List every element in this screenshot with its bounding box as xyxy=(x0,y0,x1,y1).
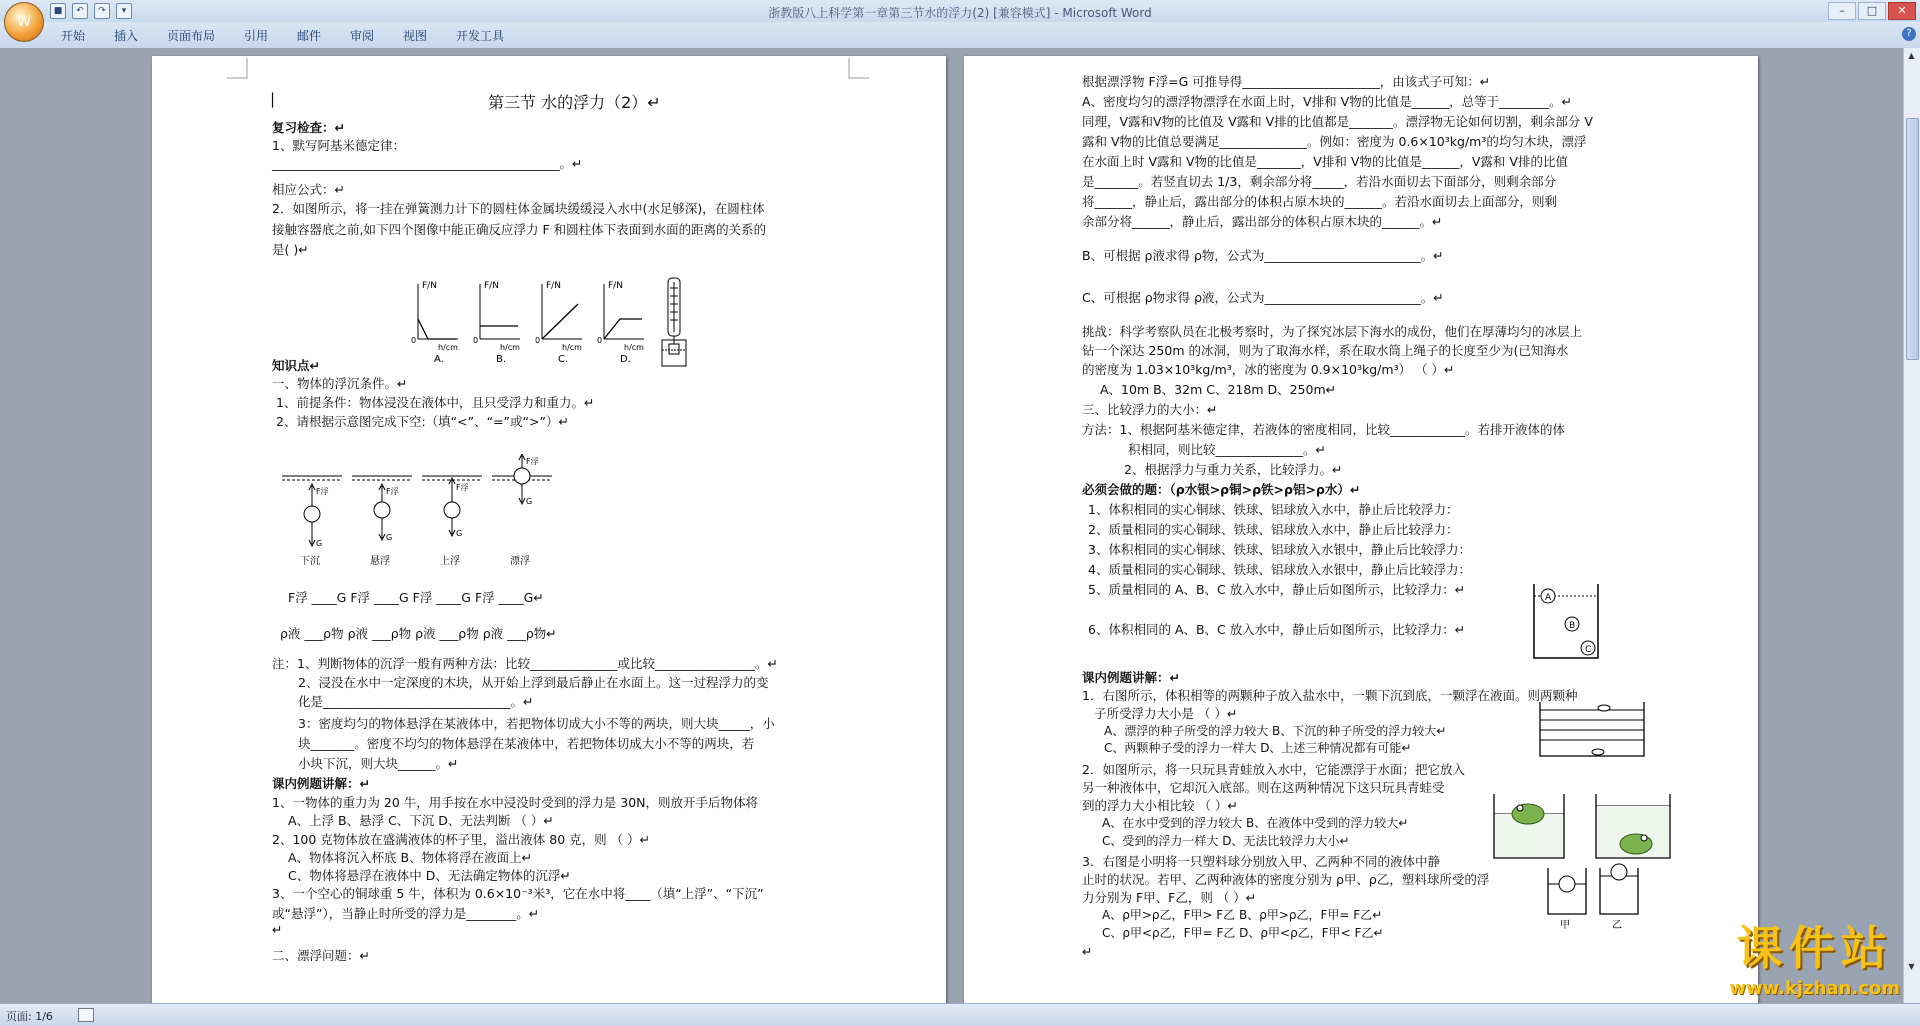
tab-view[interactable]: 视图 xyxy=(403,29,428,43)
graph-origin-label: 0 xyxy=(535,336,541,345)
doc-line: 根据漂浮物 F浮=G 可推导得______________________，由该式子可知：↵ xyxy=(1082,74,1491,89)
gravity-label: G xyxy=(526,497,533,506)
scroll-down-icon[interactable]: ▼ xyxy=(1908,962,1915,971)
customize-qat-icon[interactable]: ▾ xyxy=(116,3,132,19)
doc-line: 1、前提条件：物体浸没在液体中，且只受浮力和重力。↵ xyxy=(276,395,595,410)
doc-line: 小块下沉，则大块______。↵ xyxy=(298,756,459,771)
doc-line: 同理，V露和V物的比值及 V露和 V排的比值都是_______。漂浮物无论如何切割，剩余部分 V xyxy=(1082,114,1593,129)
tab-references[interactable]: 引用 xyxy=(244,29,269,43)
beaker-label-jia: 甲 xyxy=(1560,920,1570,931)
state-label-rise: 上浮 xyxy=(440,556,460,567)
doc-line: 2、请根据示意图完成下空:（填“<”、“=”或“>”）↵ xyxy=(276,414,569,429)
help-icon[interactable]: ? xyxy=(1902,27,1916,41)
doc-line: 到的浮力大小相比较 （ ）↵ xyxy=(1082,798,1238,813)
doc-line: A、漂浮的种子所受的浮力较大 B、下沉的种子所受的浮力较大↵ xyxy=(1104,724,1447,738)
site-watermark xyxy=(1729,912,1900,999)
doc-line: C、受到的浮力一样大 D、无法比较浮力大小↵ xyxy=(1102,834,1350,848)
minimize-button[interactable]: – xyxy=(1828,2,1856,20)
doc-line: 1、默写阿基米德定律： xyxy=(272,138,405,153)
doc-line: A、密度均匀的漂浮物漂浮在水面上时，V排和 V物的比值是______，总等于________。↵ xyxy=(1082,94,1573,109)
redo-icon[interactable]: ↷ xyxy=(94,3,110,19)
gravity-label: G xyxy=(386,533,393,542)
tab-home[interactable]: 开始 xyxy=(61,29,86,43)
doc-line: 钻一个深达 250m 的冰洞，则为了取海水样，系在取水筒上绳子的长度至少为(已知海水 xyxy=(1082,343,1569,358)
graph-axis-y-label: F/N xyxy=(608,281,623,291)
tab-insert[interactable]: 插入 xyxy=(114,29,139,43)
graph-label-b: B. xyxy=(496,354,507,365)
office-button[interactable]: W xyxy=(4,2,44,42)
ball-beakers-figure xyxy=(1546,862,1646,932)
state-label-sink: 下沉 xyxy=(300,556,320,567)
graph-label-a: A. xyxy=(434,354,444,365)
doc-line: 2、质量相同的实心铜球、铁球、铝球放入水中，静止后比较浮力： xyxy=(1088,522,1459,537)
doc-line: 止时的状况。若甲、乙两种液体的密度分别为 ρ甲、ρ乙，塑料球所受的浮 xyxy=(1082,872,1490,887)
state-label-float: 漂浮 xyxy=(510,556,530,567)
graph-origin-label: 0 xyxy=(597,336,603,345)
document-page-1[interactable] xyxy=(152,56,946,1003)
graph-label-c: C. xyxy=(558,354,569,365)
ball-label-a: A xyxy=(1545,593,1552,603)
doc-line: 2、根据浮力与重力关系，比较浮力。↵ xyxy=(1124,462,1343,477)
doc-line: 6、体积相同的 A、B、C 放入水中，静止后如图所示，比较浮力：↵ xyxy=(1088,622,1466,637)
graph-origin-label: 0 xyxy=(411,336,417,345)
doc-line: 3、一个空心的铜球重 5 牛，体积为 0.6×10⁻³米³，它在水中将____（填“上浮”、“下沉” xyxy=(272,886,764,901)
section-heading: 知识点↵ xyxy=(272,358,320,373)
ribbon-tabs xyxy=(0,22,1920,49)
doc-line: 化是______________________________。↵ xyxy=(298,694,534,709)
watermark-url: www.kjzhan.com xyxy=(1729,978,1900,999)
doc-line: 二、漂浮问题：↵ xyxy=(272,948,370,963)
force-depth-graphs-figure xyxy=(408,274,738,369)
doc-line: 余部分将______，静止后，露出部分的体积占原木块的______。↵ xyxy=(1082,214,1443,229)
graph-axis-x-label: h/cm xyxy=(500,343,520,352)
doc-line: 的密度为 1.03×10³kg/m³，冰的密度为 0.9×10³kg/m³） （ ）↵ xyxy=(1082,362,1455,377)
abc-beaker-figure xyxy=(1532,582,1602,662)
doc-line: ↵ xyxy=(272,922,283,937)
buoyancy-label: F浮 xyxy=(316,487,329,496)
doc-line: A、ρ甲>ρ乙，F甲> F乙 B、ρ甲>ρ乙，F甲= F乙↵ xyxy=(1102,908,1383,922)
doc-line: 注：1、判断物体的沉浮一般有两种方法：比较______________或比较________________。↵ xyxy=(272,656,778,671)
graph-axis-y-label: F/N xyxy=(484,281,499,291)
section-heading: 必须会做的题：（ρ水银>ρ铜>ρ铁>ρ铝>ρ水）↵ xyxy=(1082,482,1361,497)
maximize-button[interactable]: □ xyxy=(1858,2,1886,20)
doc-line: 将______，静止后，露出部分的体积占原木块的______。若沿水面切去上面部分，则剩 xyxy=(1082,194,1558,209)
doc-line: 是( )↵ xyxy=(272,242,309,257)
floating-states-figure xyxy=(282,454,582,574)
frog-beakers-figure xyxy=(1492,792,1677,862)
proofing-icon[interactable] xyxy=(78,1008,94,1022)
document-page-2[interactable] xyxy=(964,56,1758,1003)
page-count[interactable]: 页面: 1/6 xyxy=(6,1010,53,1023)
page-title: 第三节 水的浮力（2）↵ xyxy=(488,93,661,112)
doc-line: 1、一物体的重力为 20 牛，用手按在水中浸没时受到的浮力是 30N，则放开手后物体将 xyxy=(272,795,759,810)
seeds-beaker-figure xyxy=(1538,700,1648,760)
graph-axis-x-label: h/cm xyxy=(562,343,582,352)
doc-line: C、可根据 ρ物求得 ρ液，公式为_________________________。↵ xyxy=(1082,290,1444,305)
doc-line: 或“悬浮”），当静止时所受的浮力是________。↵ xyxy=(272,906,540,921)
doc-line: 在水面上时 V露和 V物的比值是_______，V排和 V物的比值是______，V露和 V排的比值 xyxy=(1082,154,1568,169)
graph-axis-x-label: h/cm xyxy=(438,343,458,352)
graph-axis-y-label: F/N xyxy=(546,281,561,291)
doc-line: C、物体将悬浮在液体中 D、无法确定物体的沉浮↵ xyxy=(288,868,571,883)
watermark-brand: 课件站 xyxy=(1736,921,1893,975)
doc-line: B、可根据 ρ液求得 ρ物，公式为_________________________。↵ xyxy=(1082,248,1444,263)
gravity-label: G xyxy=(456,529,463,538)
doc-line: 1、体积相同的实心铜球、铁球、铝球放入水中，静止后比较浮力： xyxy=(1088,502,1459,517)
doc-line: 2．如图所示，将一只玩具青蛙放入水中，它能漂浮于水面；把它放入 xyxy=(1082,762,1465,777)
tab-developer[interactable]: 开发工具 xyxy=(456,29,505,43)
buoyancy-label: F浮 xyxy=(386,487,399,496)
graph-label-d: D. xyxy=(620,354,631,365)
doc-line: ↵ xyxy=(1082,944,1093,959)
doc-line: 3．右图是小明将一只塑料球分别放入甲、乙两种不同的液体中静 xyxy=(1082,854,1440,869)
beaker-label-yi: 乙 xyxy=(1612,920,1622,931)
doc-line: 2．如图所示，将一挂在弹簧测力计下的圆柱体金属块缓缓浸入水中(水足够深)，在圆柱体 xyxy=(272,201,765,216)
doc-line: 块_______。密度不均匀的物体悬浮在某液体中，若把物体切成大小不等的两块，若 xyxy=(298,736,755,751)
status-bar xyxy=(0,1003,1920,1026)
title-bar xyxy=(0,0,1920,22)
doc-line: C、两颗种子受的浮力一样大 D、上述三种情况都有可能↵ xyxy=(1104,741,1412,755)
doc-line: C、ρ甲<ρ乙，F甲= F乙 D、ρ甲<ρ乙，F甲< F乙↵ xyxy=(1102,926,1384,940)
doc-line: ρ液 ___ρ物 ρ液 ___ρ物 ρ液 ___ρ物 ρ液 ___ρ物↵ xyxy=(280,626,557,641)
doc-line: ______________________________________________。↵ xyxy=(272,156,583,171)
doc-line: 积相同，则比较______________。↵ xyxy=(1128,442,1326,457)
buoyancy-label: F浮 xyxy=(456,483,469,492)
doc-line: 4、质量相同的实心铜球、铁球、铝球放入水银中，静止后比较浮力： xyxy=(1088,562,1471,577)
doc-line: 5、质量相同的 A、B、C 放入水中，静止后如图所示，比较浮力：↵ xyxy=(1088,582,1466,597)
ball-label-c: C xyxy=(1585,645,1592,655)
doc-line: 方法：1、根据阿基米德定律，若液体的密度相同，比较____________。若排开液体的体 xyxy=(1082,422,1565,437)
doc-line: 接触容器底之前,如下四个图像中能正确反应浮力 F 和圆柱体下表面到水面的距离的关系的 xyxy=(272,222,767,237)
doc-line: 一、物体的浮沉条件。↵ xyxy=(272,376,408,391)
tab-review[interactable]: 审阅 xyxy=(350,29,375,43)
doc-line: 挑战：科学考察队员在北极考察时，为了探究冰层下海水的成份，他们在厚薄均匀的冰层上 xyxy=(1082,324,1583,339)
scroll-up-icon[interactable]: ▲ xyxy=(1908,51,1915,60)
doc-line: A、物体将沉入杯底 B、物体将浮在液面上↵ xyxy=(288,850,533,865)
doc-line: 另一种液体中，它却沉入底部。则在这两种情况下这只玩具青蛙受 xyxy=(1082,780,1445,795)
ball-label-b: B xyxy=(1569,621,1576,631)
doc-line: A、10m B、32m C、218m D、250m↵ xyxy=(1100,382,1337,397)
doc-line: 2、浸没在水中一定深度的木块，从开始上浮到最后静止在水面上。这一过程浮力的变 xyxy=(298,675,769,690)
doc-line: 2、100 克物体放在盛满液体的杯子里，溢出液体 80 克，则 （ ）↵ xyxy=(272,832,651,847)
section-heading: 课内例题讲解：↵ xyxy=(1082,670,1180,685)
vertical-scrollbar[interactable] xyxy=(1903,48,1920,1003)
graph-axis-y-label: F/N xyxy=(422,281,437,291)
window-title: 浙教版八上科学第一章第三节水的浮力(2) [兼容模式] - Microsoft Word xyxy=(768,6,1152,20)
close-button[interactable]: ✕ xyxy=(1888,2,1916,20)
section-heading: 课内例题讲解：↵ xyxy=(272,776,370,791)
state-label-suspend: 悬浮 xyxy=(370,556,390,567)
doc-line: 3、体积相同的实心铜球、铁球、铝球放入水银中，静止后比较浮力： xyxy=(1088,542,1471,557)
tab-mailings[interactable]: 邮件 xyxy=(297,29,322,43)
doc-line: 子所受浮力大小是 （ ）↵ xyxy=(1094,706,1238,721)
doc-line: 露和 V物的比值总要满足______________。例如：密度为 0.6×10³kg/m³的均匀木块，漂浮 xyxy=(1082,134,1587,149)
graph-origin-label: 0 xyxy=(473,336,479,345)
save-icon[interactable]: ■ xyxy=(50,3,66,19)
window-controls xyxy=(1828,2,1916,20)
buoyancy-label: F浮 xyxy=(526,457,539,466)
doc-line: A、上浮 B、悬浮 C、下沉 D、无法判断 （ ）↵ xyxy=(288,813,554,828)
doc-line: F浮 ____G F浮 ____G F浮 ____G F浮 ____G↵ xyxy=(288,590,544,605)
document-workspace[interactable] xyxy=(0,48,1904,1003)
doc-line: 是_______。若竖直切去 1/3，剩余部分将_____，若沿水面切去下面部分，则剩余部分 xyxy=(1082,174,1557,189)
section-heading: 复习检查：↵ xyxy=(272,120,345,135)
scrollbar-thumb[interactable] xyxy=(1906,118,1919,360)
tab-page-layout[interactable]: 页面布局 xyxy=(167,29,216,43)
text-cursor: | xyxy=(270,90,276,108)
margin-corner-mark xyxy=(227,58,249,80)
gravity-label: G xyxy=(316,539,323,548)
undo-icon[interactable]: ↶ xyxy=(72,3,88,19)
doc-line: 相应公式：↵ xyxy=(272,182,345,197)
doc-line: 3：密度均匀的物体悬浮在某液体中，若把物体切成大小不等的两块，则大块_____，小 xyxy=(298,716,775,731)
doc-line: A、在水中受到的浮力较大 B、在液体中受到的浮力较大↵ xyxy=(1102,816,1409,830)
graph-axis-x-label: h/cm xyxy=(624,343,644,352)
doc-line: 三、比较浮力的大小：↵ xyxy=(1082,402,1218,417)
margin-corner-mark xyxy=(847,58,869,80)
doc-line: 1．右图所示，体积相等的两颗种子放入盐水中，一颗下沉到底，一颗浮在液面。则两颗种 xyxy=(1082,688,1578,703)
doc-line: 力分别为 F甲、F乙，则 （ ）↵ xyxy=(1082,890,1257,905)
